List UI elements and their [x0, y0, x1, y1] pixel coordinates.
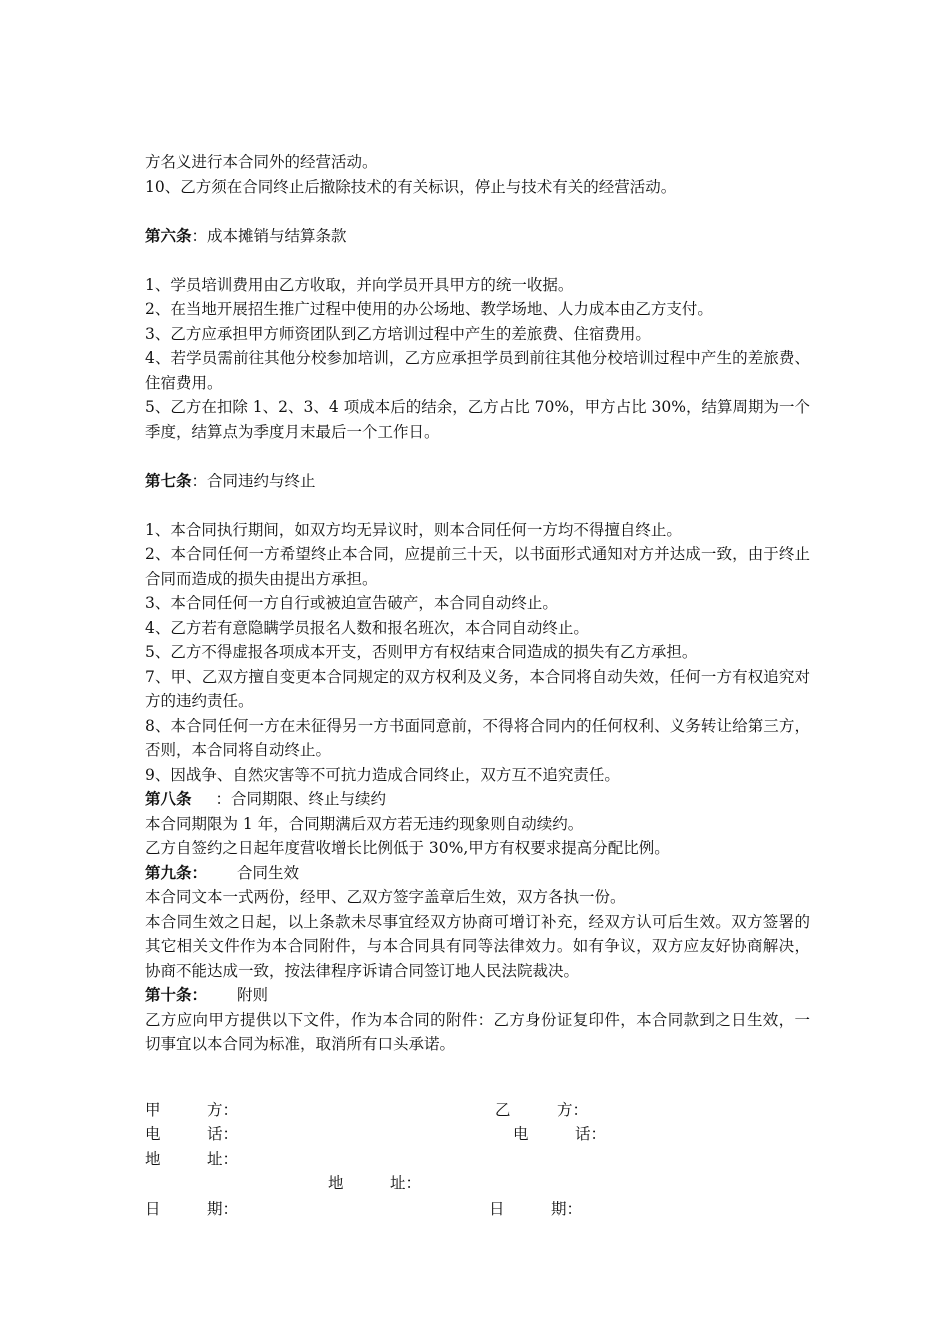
article-8-heading	[145, 787, 810, 812]
address-b-label: 地 址：	[328, 1174, 422, 1192]
article-8-title: ：合同期限、终止与续约	[215, 790, 387, 808]
article-9-item-2: 本合同生效之日起，以上条款未尽事宜经双方协商可增订补充，经双方认可后生效。双方签署的其它相关文件作为本合同附件，与本合同具有同等法律效力。如有争议，双方应友好协商解决，协商不能达成一致，按法律程序诉请合同签订地人民法院裁决。	[145, 912, 810, 980]
contract-page	[145, 150, 810, 1057]
article-6-item-3: 3、乙方应承担甲方师资团队到乙方培训过程中产生的差旅费、住宿费用。	[145, 324, 651, 343]
article-6-title: ：成本摊销与结算条款	[191, 226, 347, 245]
intro-line-2: 10、乙方须在合同终止后撤除技术的有关标识，停止与技术有关的经营活动。	[145, 177, 677, 196]
article-10-title: 附则	[237, 986, 269, 1004]
address-a-label: 地 址：	[145, 1150, 239, 1168]
article-6-item-1: 1、学员培训费用由乙方收取，并向学员开具甲方的统一收据。	[145, 275, 574, 294]
article-6-label: 第六条	[145, 225, 192, 245]
article-6-item-5: 5、乙方在扣除 1、2、3、4 项成本后的结余，乙方占比 70%，甲方占比 30%，结算周期为一个季度，结算点为季度月末最后一个工作日。	[145, 398, 810, 441]
article-10-heading	[145, 983, 810, 1008]
article-7-item-2: 2、本合同任何一方希望终止本合同，应提前三十天，以书面形式通知对方并达成一致，由于终止合同而造成的损失由提出方承担。	[145, 545, 810, 588]
article-6-heading	[145, 224, 810, 249]
article-6-item-4: 4、若学员需前往其他分校参加培训，乙方应承担学员到前往其他分校培训过程中产生的差旅费、住宿费用。	[145, 349, 810, 392]
intro-line-1: 方名义进行本合同外的经营活动。	[145, 153, 378, 171]
article-7-item-3: 3、本合同任何一方自行或被迫宣告破产，本合同自动终止。	[145, 594, 558, 612]
phone-a-label: 电 话：	[145, 1125, 239, 1143]
article-7-label: 第七条	[145, 470, 192, 490]
article-8-item-2: 乙方自签约之日起年度营收增长比例低于 30%,甲方有权要求提高分配比例。	[145, 839, 670, 857]
party-a-label: 甲 方：	[145, 1101, 239, 1119]
party-b-label: 乙 方：	[495, 1101, 589, 1119]
article-9-label: 第九条：	[145, 862, 208, 882]
date-a-label: 日 期：	[145, 1200, 239, 1218]
article-7-item-1: 1、本合同执行期间，如双方均无异议时，则本合同任何一方均不得擅自终止。	[145, 520, 682, 539]
article-7-item-4: 4、乙方若有意隐瞒学员报名人数和报名班次，本合同自动终止。	[145, 618, 589, 637]
date-b-label: 日 期：	[489, 1200, 583, 1218]
article-10-item-1: 乙方应向甲方提供以下文件，作为本合同的附件：乙方身份证复印件，本合同款到之日生效，一切事宜以本合同为标准，取消所有口头承诺。	[145, 1010, 810, 1053]
article-7-item-9: 9、因战争、自然灾害等不可抗力造成合同终止，双方互不追究责任。	[145, 765, 620, 784]
article-7-item-5: 5、乙方不得虚报各项成本开支，否则甲方有权结束合同造成的损失有乙方承担。	[145, 643, 698, 661]
article-9-heading	[145, 861, 810, 886]
article-10-label: 第十条：	[145, 985, 208, 1004]
article-7-item-7: 7、甲、乙双方擅自变更本合同规定的双方权利及义务，本合同将自动失效，任何一方有权追究对方的违约责任。	[145, 667, 810, 710]
article-7-title: ：合同违约与终止	[191, 471, 316, 490]
phone-b-label: 电 话：	[513, 1125, 607, 1143]
article-9-title: 合同生效	[237, 863, 300, 882]
article-9-item-1: 本合同文本一式两份，经甲、乙双方签字盖章后生效，双方各执一份。	[145, 888, 626, 906]
article-8-item-1: 本合同期限为 1 年，合同期满后双方若无违约现象则自动续约。	[145, 814, 584, 833]
article-8-label: 第八条	[145, 789, 192, 808]
article-7-item-8: 8、本合同任何一方在未征得另一方书面同意前，不得将合同内的任何权利、义务转让给第三方，否则，本合同将自动终止。	[145, 716, 810, 759]
article-7-heading	[145, 469, 810, 494]
article-6-item-2: 2、在当地开展招生推广过程中使用的办公场地、教学场地、人力成本由乙方支付。	[145, 300, 713, 318]
